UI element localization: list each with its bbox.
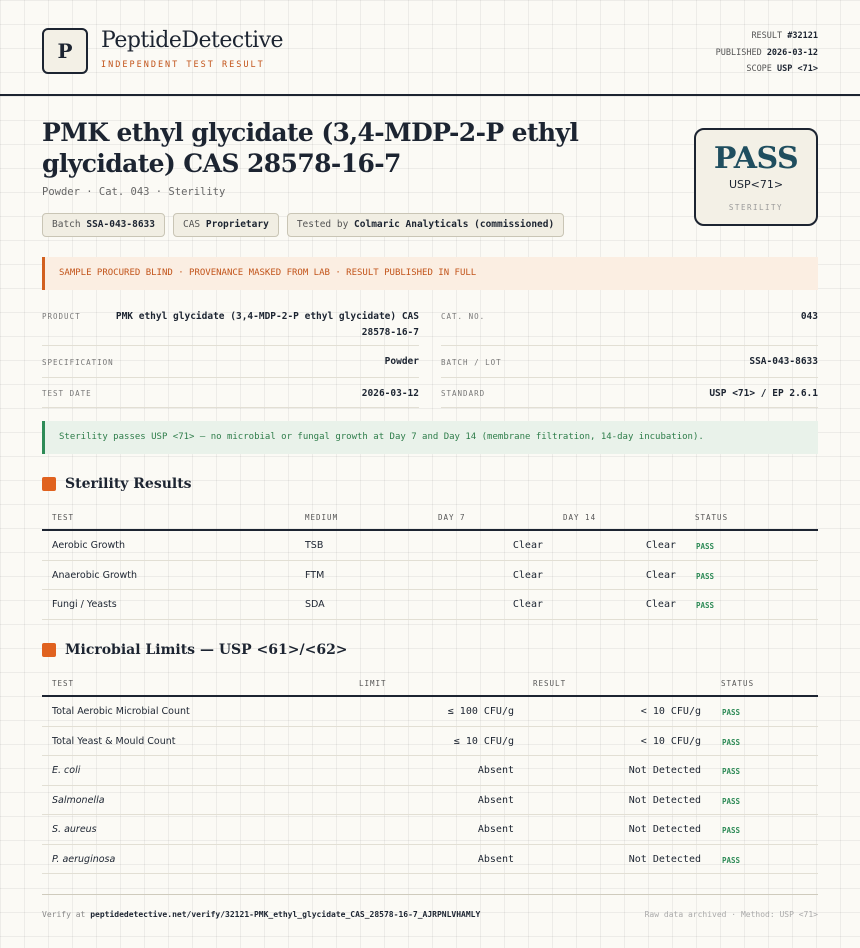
section-marker-icon	[42, 477, 56, 491]
info-standard: STANDARD USP <71> / EP 2.6.1	[441, 378, 818, 408]
report-header	[0, 0, 860, 96]
verify-link[interactable]: peptidedetective.net/verify/32121-PMK_ethyl_glycidate_CAS_28578-16-7_AJRPNLVHAMLY	[90, 910, 481, 919]
sterility-heading: Sterility Results	[42, 476, 192, 492]
badge-standard: USP<71>	[728, 178, 784, 191]
pass-badge	[694, 128, 818, 226]
brand-tagline: INDEPENDENT TEST RESULT	[101, 60, 265, 70]
footer-divider	[42, 894, 818, 895]
info-product: PRODUCT PMK ethyl glycidate (3,4-MDP-2-P ethyl glycidate) CAS 28578-16-7	[42, 306, 419, 346]
info-test-date: TEST DATE 2026-03-12	[42, 378, 419, 408]
info-cat-no: CAT. NO. 043	[441, 306, 818, 346]
table-header: TEST MEDIUM DAY 7 DAY 14 STATUS	[42, 503, 818, 531]
badge-result: PASS	[713, 141, 799, 176]
verify-text: Verify at peptidedetective.net/verify/32121-PMK_ethyl_glycidate_CAS_28578-16-7_AJRPNLVHAMLY	[42, 910, 481, 919]
sterility-table	[42, 503, 818, 620]
table-row: Fungi / Yeasts SDA Clear Clear PASS	[42, 590, 818, 620]
table-row: Anaerobic Growth FTM Clear Clear PASS	[42, 561, 818, 591]
section-marker-icon	[42, 643, 56, 657]
meta-result: RESULT #32121	[751, 31, 818, 41]
brand-logo[interactable]: P	[42, 28, 88, 74]
batch-chip: Batch SSA-043-8633	[42, 213, 165, 237]
table-header: TEST LIMIT RESULT STATUS	[42, 669, 818, 697]
result-meta	[716, 28, 818, 78]
table-row: Salmonella Absent Not Detected PASS	[42, 786, 818, 816]
meta-scope: SCOPE USP <71>	[746, 64, 818, 74]
table-row: P. aeruginosa Absent Not Detected PASS	[42, 845, 818, 875]
sterility-summary: Sterility passes USP <71> — no microbial or fungal growth at Day 7 and Day 14 (membrane filtration, 14-day incubation).	[42, 421, 818, 454]
microbial-limits-table	[42, 669, 818, 874]
chip-row	[42, 213, 564, 237]
table-row: E. coli Absent Not Detected PASS	[42, 756, 818, 786]
microbial-limits-heading: Microbial Limits — USP <61>/<62>	[42, 642, 348, 658]
blind-procurement-notice: SAMPLE PROCURED BLIND · PROVENANCE MASKED FROM LAB · RESULT PUBLISHED IN FULL	[42, 257, 818, 290]
info-specification: SPECIFICATION Powder	[42, 346, 419, 378]
tested-by-chip: Tested by Colmaric Analyticals (commissioned)	[287, 213, 564, 237]
table-row: Aerobic Growth TSB Clear Clear PASS	[42, 531, 818, 561]
table-row: Total Yeast & Mould Count ≤ 10 CFU/g < 10 CFU/g PASS	[42, 727, 818, 757]
product-subline: Powder · Cat. 043 · Sterility	[42, 186, 226, 198]
badge-category: STERILITY	[728, 203, 784, 212]
meta-published: PUBLISHED 2026-03-12	[715, 47, 818, 58]
table-row: S. aureus Absent Not Detected PASS	[42, 815, 818, 845]
table-row: Total Aerobic Microbial Count ≤ 100 CFU/g < 10 CFU/g PASS	[42, 697, 818, 727]
archive-note: Raw data archived · Method: USP <71>	[644, 910, 818, 919]
product-title: PMK ethyl glycidate (3,4-MDP-2-P ethyl glycidate) CAS 28578-16-7	[42, 118, 579, 178]
brand-name[interactable]: PeptideDetective	[101, 28, 284, 53]
cas-chip: CAS Proprietary	[173, 213, 279, 237]
info-batch-lot: BATCH / LOT SSA-043-8633	[441, 346, 818, 378]
